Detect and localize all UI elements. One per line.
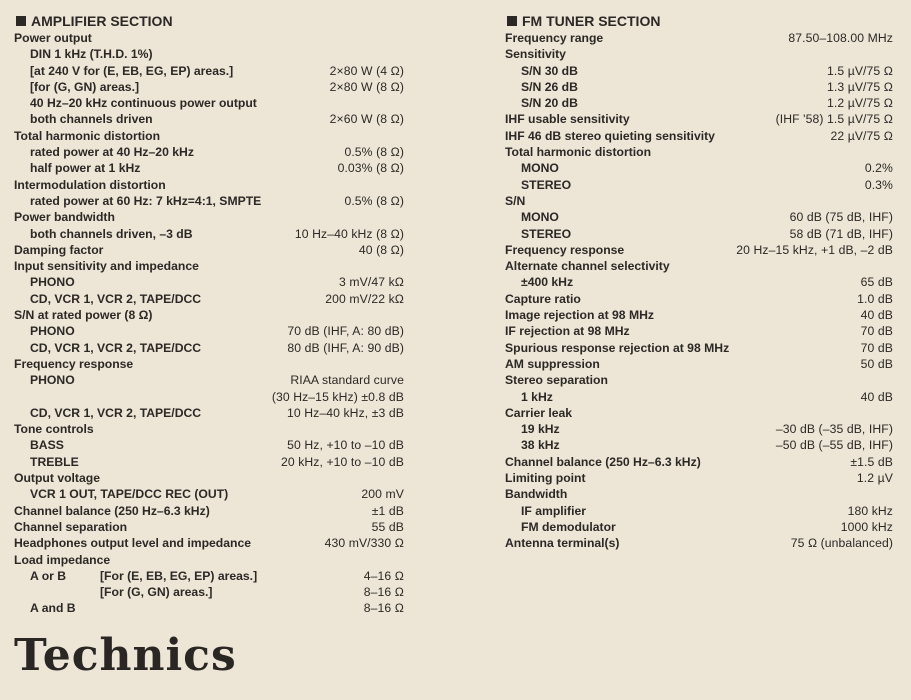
- spec-label: S/N: [505, 193, 526, 208]
- spec-label: Spurious response rejection at 98 MHz: [505, 340, 730, 355]
- spec-label: Antenna terminal(s): [505, 536, 620, 551]
- spec-label: Total harmonic distortion: [505, 145, 652, 160]
- spec-label: Sensitivity: [505, 47, 566, 62]
- spec-label: Image rejection at 98 MHz: [505, 308, 655, 323]
- spec-label-part: A or B: [30, 568, 67, 583]
- spec-value: 3 mV/47 kΩ: [339, 275, 404, 290]
- spec-value: 1.5 µV/75 Ω: [826, 63, 893, 78]
- spec-value: 40 dB: [860, 308, 893, 323]
- spec-label: Channel separation: [14, 519, 128, 534]
- spec-label: Capture ratio: [505, 291, 581, 306]
- spec-label: Frequency response: [14, 356, 134, 371]
- spec-label: [for (G, GN) areas.]: [30, 79, 140, 94]
- spec-row: [505, 274, 893, 290]
- spec-label: half power at 1 kHz: [30, 161, 141, 176]
- spec-label: Stereo separation: [505, 373, 608, 388]
- spec-value: 0.3%: [864, 177, 893, 192]
- spec-row: [505, 242, 893, 258]
- spec-row: [14, 503, 404, 519]
- spec-row: [14, 372, 404, 388]
- amplifier-section: [14, 12, 404, 617]
- spec-label: Input sensitivity and impedance: [14, 259, 199, 274]
- spec-label: Total harmonic distortion: [14, 128, 161, 143]
- amplifier-section-title: AMPLIFIER SECTION: [31, 13, 173, 29]
- spec-value: 1.2 µV/75 Ω: [826, 96, 893, 111]
- spec-row: [505, 372, 893, 388]
- spec-label: TREBLE: [30, 454, 79, 469]
- spec-row: [14, 552, 404, 568]
- spec-value: –30 dB (–35 dB, IHF): [775, 422, 893, 437]
- spec-label: [14, 568, 257, 584]
- spec-row: [14, 30, 404, 46]
- spec-label: PHONO: [30, 324, 75, 339]
- spec-row: [14, 95, 404, 111]
- spec-label: Tone controls: [14, 422, 94, 437]
- spec-label: S/N 26 dB: [521, 79, 578, 94]
- spec-row: [14, 177, 404, 193]
- spec-value: 2×60 W (8 Ω): [329, 112, 404, 127]
- spec-label: AM suppression: [505, 356, 600, 371]
- spec-value: 20 kHz, +10 to –10 dB: [280, 454, 404, 469]
- spec-value: 0.5% (8 Ω): [344, 145, 404, 160]
- spec-value: 22 µV/75 Ω: [830, 128, 893, 143]
- spec-row: [505, 144, 893, 160]
- spec-label: rated power at 40 Hz–20 kHz: [30, 145, 194, 160]
- spec-row: [505, 209, 893, 225]
- spec-value: 8–16 Ω: [363, 585, 404, 600]
- spec-row: [505, 258, 893, 274]
- spec-value: 58 dB (71 dB, IHF): [789, 226, 893, 241]
- spec-label: IF rejection at 98 MHz: [505, 324, 630, 339]
- spec-row: [14, 323, 404, 339]
- spec-label: A and B: [30, 601, 76, 616]
- spec-value: 2×80 W (4 Ω): [329, 63, 404, 78]
- spec-value: 75 Ω (unbalanced): [790, 536, 893, 551]
- spec-value: (IHF '58) 1.5 µV/75 Ω: [775, 112, 893, 127]
- spec-value: RIAA standard curve: [290, 373, 404, 388]
- spec-value: ±1.5 dB: [850, 454, 893, 469]
- spec-row: [14, 535, 404, 551]
- spec-row: [14, 226, 404, 242]
- amplifier-spec-list: [14, 30, 404, 617]
- spec-row: [14, 274, 404, 290]
- spec-label: Headphones output level and impedance: [14, 536, 252, 551]
- amplifier-section-heading: [14, 12, 404, 30]
- spec-row: [14, 111, 404, 127]
- spec-value: 2×80 W (8 Ω): [329, 79, 404, 94]
- spec-row: [14, 519, 404, 535]
- spec-row: [505, 79, 893, 95]
- spec-label: IHF usable sensitivity: [505, 112, 630, 127]
- spec-label: VCR 1 OUT, TAPE/DCC REC (OUT): [30, 487, 229, 502]
- spec-value: 1.2 µV: [856, 471, 893, 486]
- spec-row: [14, 291, 404, 307]
- spec-label: [For (G, GN) areas.]: [100, 585, 213, 600]
- spec-label: STEREO: [521, 177, 572, 192]
- spec-label: Damping factor: [14, 242, 104, 257]
- spec-row: [14, 486, 404, 502]
- spec-row: [505, 389, 893, 405]
- spec-value: 70 dB (IHF, A: 80 dB): [287, 324, 404, 339]
- fm-tuner-section: [505, 12, 893, 552]
- spec-row: [14, 405, 404, 421]
- spec-label: Intermodulation distortion: [14, 177, 166, 192]
- spec-value: 10 Hz–40 kHz, ±3 dB: [287, 405, 404, 420]
- spec-label: 1 kHz: [521, 389, 553, 404]
- spec-label: Carrier leak: [505, 405, 573, 420]
- spec-label: BASS: [30, 438, 64, 453]
- spec-label: Output voltage: [14, 471, 100, 486]
- spec-value: 40 (8 Ω): [358, 242, 404, 257]
- spec-value: 55 dB: [371, 519, 404, 534]
- spec-row: [505, 437, 893, 453]
- spec-row: [505, 405, 893, 421]
- spec-row: [14, 63, 404, 79]
- spec-value: 8–16 Ω: [363, 601, 404, 616]
- spec-value: 1.3 µV/75 Ω: [826, 79, 893, 94]
- spec-row: [14, 437, 404, 453]
- spec-row: [505, 63, 893, 79]
- spec-row: [505, 160, 893, 176]
- spec-value: 80 dB (IHF, A: 90 dB): [287, 340, 404, 355]
- spec-row: [505, 177, 893, 193]
- spec-row: [505, 128, 893, 144]
- spec-row: [14, 144, 404, 160]
- spec-row: [505, 535, 893, 551]
- spec-value: 430 mV/330 Ω: [324, 536, 404, 551]
- spec-row: [14, 389, 404, 405]
- spec-label: DIN 1 kHz (T.H.D. 1%): [30, 47, 153, 62]
- spec-row: [505, 470, 893, 486]
- spec-label: Limiting point: [505, 471, 586, 486]
- spec-value: 87.50–108.00 MHz: [788, 31, 893, 45]
- spec-row: [14, 160, 404, 176]
- spec-row: [505, 486, 893, 502]
- spec-row: [14, 421, 404, 437]
- spec-row: [505, 356, 893, 372]
- spec-label: both channels driven, –3 dB: [30, 226, 193, 241]
- spec-label: Channel balance (250 Hz–6.3 kHz): [505, 454, 701, 469]
- spec-row: [505, 226, 893, 242]
- spec-value: (30 Hz–15 kHz) ±0.8 dB: [271, 389, 404, 404]
- spec-label: S/N at rated power (8 Ω): [14, 308, 153, 323]
- spec-value: 20 Hz–15 kHz, +1 dB, –2 dB: [736, 242, 893, 257]
- spec-label: rated power at 60 Hz: 7 kHz=4:1, SMPTE: [30, 193, 262, 208]
- spec-label: Channel balance (250 Hz–6.3 kHz): [14, 503, 210, 518]
- spec-label: CD, VCR 1, VCR 2, TAPE/DCC: [30, 340, 202, 355]
- spec-value: 4–16 Ω: [363, 568, 404, 583]
- spec-row: [505, 193, 893, 209]
- spec-row: [14, 242, 404, 258]
- spec-label: CD, VCR 1, VCR 2, TAPE/DCC: [30, 291, 202, 306]
- spec-label: Frequency response: [505, 242, 625, 257]
- spec-label: PHONO: [30, 373, 75, 388]
- spec-row: [14, 568, 404, 584]
- spec-label: STEREO: [521, 226, 572, 241]
- spec-value: 1.0 dB: [857, 291, 893, 306]
- spec-row: [505, 111, 893, 127]
- spec-label-part: [For (E, EB, EG, EP) areas.]: [100, 568, 258, 583]
- spec-value: 10 Hz–40 kHz (8 Ω): [294, 226, 404, 241]
- spec-row: [14, 454, 404, 470]
- spec-value: 65 dB: [860, 275, 893, 290]
- spec-value: 40 dB: [860, 389, 893, 404]
- spec-label: Power output: [14, 31, 92, 45]
- spec-row: [14, 258, 404, 274]
- spec-label: FM demodulator: [521, 519, 616, 534]
- spec-value: 0.03% (8 Ω): [337, 161, 404, 176]
- spec-row: [14, 356, 404, 372]
- square-bullet-icon: [16, 16, 26, 26]
- spec-row: [14, 307, 404, 323]
- spec-label: Load impedance: [14, 552, 111, 567]
- spec-row: [14, 79, 404, 95]
- spec-label: 40 Hz–20 kHz continuous power output: [30, 96, 257, 111]
- spec-label: S/N 20 dB: [521, 96, 578, 111]
- spec-row: [505, 503, 893, 519]
- fm-tuner-section-title: FM TUNER SECTION: [522, 13, 661, 29]
- spec-label: MONO: [521, 161, 559, 176]
- spec-value: ±1 dB: [371, 503, 404, 518]
- fm-tuner-section-heading: [505, 12, 893, 30]
- spec-row: [505, 519, 893, 535]
- spec-value: 0.2%: [864, 161, 893, 176]
- spec-value: 70 dB: [860, 340, 893, 355]
- spec-row: [14, 470, 404, 486]
- spec-value: 60 dB (75 dB, IHF): [789, 210, 893, 225]
- spec-row: [505, 323, 893, 339]
- spec-row: [14, 209, 404, 225]
- spec-row: [505, 30, 893, 46]
- spec-value: 200 mV: [361, 487, 404, 502]
- spec-row: [14, 584, 404, 600]
- spec-row: [14, 600, 404, 616]
- spec-value: 200 mV/22 kΩ: [325, 291, 404, 306]
- spec-label: IF amplifier: [521, 503, 587, 518]
- spec-label: MONO: [521, 210, 559, 225]
- spec-value: 180 kHz: [847, 503, 893, 518]
- spec-label: 19 kHz: [521, 422, 560, 437]
- spec-label: S/N 30 dB: [521, 63, 578, 78]
- spec-label: Alternate channel selectivity: [505, 259, 670, 274]
- spec-label: Power bandwidth: [14, 210, 115, 225]
- spec-label: PHONO: [30, 275, 75, 290]
- spec-row: [505, 291, 893, 307]
- fm-tuner-spec-list: [505, 30, 893, 552]
- spec-value: 1000 kHz: [840, 519, 893, 534]
- spec-value: 70 dB: [860, 324, 893, 339]
- spec-row: [505, 340, 893, 356]
- spec-label: Frequency range: [505, 31, 604, 45]
- spec-label: IHF 46 dB stereo quieting sensitivity: [505, 128, 715, 143]
- spec-value: –50 dB (–55 dB, IHF): [775, 438, 893, 453]
- square-bullet-icon: [507, 16, 517, 26]
- spec-value: 50 Hz, +10 to –10 dB: [287, 438, 404, 453]
- spec-label: 38 kHz: [521, 438, 560, 453]
- spec-row: [505, 95, 893, 111]
- spec-value: 50 dB: [860, 356, 893, 371]
- technics-logo: Technics: [14, 630, 237, 681]
- spec-value: 0.5% (8 Ω): [344, 193, 404, 208]
- spec-row: [14, 193, 404, 209]
- spec-row: [14, 340, 404, 356]
- spec-label: both channels driven: [30, 112, 153, 127]
- spec-label: Bandwidth: [505, 487, 568, 502]
- spec-row: [14, 128, 404, 144]
- spec-label: ±400 kHz: [521, 275, 574, 290]
- spec-row: [14, 46, 404, 62]
- spec-label: [at 240 V for (E, EB, EG, EP) areas.]: [30, 63, 234, 78]
- spec-label: CD, VCR 1, VCR 2, TAPE/DCC: [30, 405, 202, 420]
- spec-row: [505, 46, 893, 62]
- spec-row: [505, 307, 893, 323]
- spec-row: [505, 454, 893, 470]
- spec-row: [505, 421, 893, 437]
